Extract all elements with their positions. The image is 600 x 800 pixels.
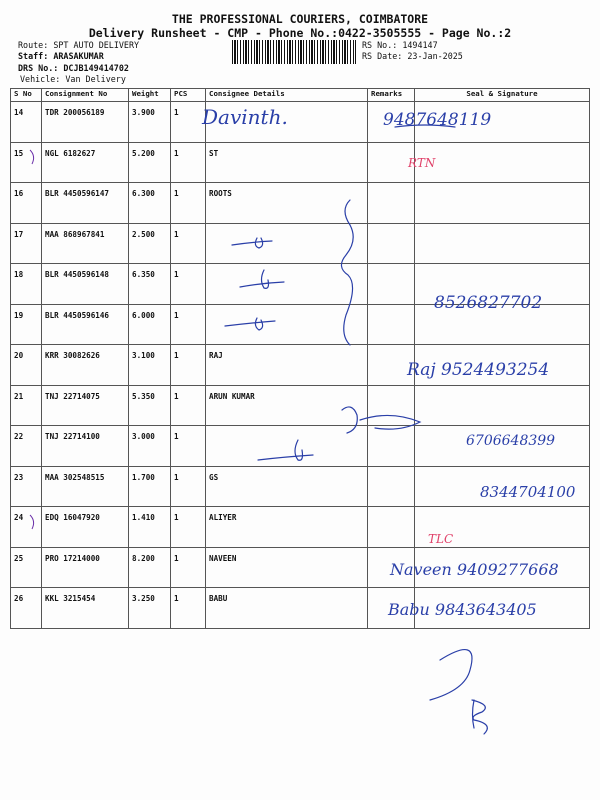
row-consignment-no: KRR 30082626: [42, 345, 129, 386]
handwritten-phone-23: 8344704100: [480, 483, 576, 501]
row-sno: 19: [11, 304, 42, 345]
row-consignee: ARUN KUMAR: [206, 385, 368, 426]
vehicle-value: Van Delivery: [65, 74, 126, 84]
row-consignment-no: EDQ 16047920: [42, 507, 129, 548]
row-consignee: GS: [206, 466, 368, 507]
row-consignee: [206, 223, 368, 264]
col-remarks: Remarks: [368, 89, 415, 102]
row-sno: 23: [11, 466, 42, 507]
row-pcs: 1: [171, 183, 206, 224]
runsheet-table: [10, 88, 590, 629]
route-value: SPT AUTO DELIVERY: [53, 40, 140, 50]
staff-line: Staff: ARASAKUMAR: [18, 51, 104, 61]
row-sno: 14: [11, 102, 42, 143]
row-consignee: [206, 264, 368, 305]
col-consignment: Consignment No: [42, 89, 129, 102]
row-consignment-no: PRO 17214000: [42, 547, 129, 588]
row-weight: 2.500: [129, 223, 171, 264]
row-consignment-no: TNJ 22714075: [42, 385, 129, 426]
row-sno: 25: [11, 547, 42, 588]
row-sno: 16: [11, 183, 42, 224]
table-row: [11, 223, 590, 264]
staff-value: ARASAKUMAR: [53, 51, 104, 61]
col-signature: Seal & Signature: [415, 89, 590, 102]
drs-line: DRS No.: DCJB149414702: [18, 63, 129, 73]
col-weight: Weight: [129, 89, 171, 102]
row-consignee: BABU: [206, 588, 368, 629]
row-weight: 1.410: [129, 507, 171, 548]
handwritten-phone-22: 6706648399: [466, 433, 556, 449]
row-sno: 22: [11, 426, 42, 467]
row-consignee: NAVEEN: [206, 547, 368, 588]
row-weight: 8.200: [129, 547, 171, 588]
rs-date-value: 23-Jan-2025: [407, 51, 463, 61]
row-consignee: ST: [206, 142, 368, 183]
row-pcs: 1: [171, 345, 206, 386]
row-sno: 26: [11, 588, 42, 629]
row-remarks: [368, 426, 415, 467]
row-sno: 17: [11, 223, 42, 264]
row-signature: [415, 183, 590, 224]
row-pcs: 1: [171, 142, 206, 183]
row-sno: 21: [11, 385, 42, 426]
handwritten-name-14: Davinth.: [202, 105, 288, 129]
row-weight: 3.250: [129, 588, 171, 629]
row-consignment-no: BLR 4450596147: [42, 183, 129, 224]
row-weight: 6.300: [129, 183, 171, 224]
handwritten-rtn: RTN: [408, 156, 436, 170]
handwritten-phone-20: Raj 9524493254: [407, 360, 550, 380]
table-row: [11, 385, 590, 426]
handwritten-tlc: TLC: [428, 532, 454, 546]
table-header-row: [11, 89, 590, 102]
row-remarks: [368, 304, 415, 345]
row-weight: 3.100: [129, 345, 171, 386]
row-signature: [415, 142, 590, 183]
col-pcs: PCS: [171, 89, 206, 102]
row-remarks: [368, 466, 415, 507]
rs-no-line: RS No.: 1494147: [362, 40, 438, 50]
table-row: [11, 102, 590, 143]
row-pcs: 1: [171, 385, 206, 426]
row-consignee: RAJ: [206, 345, 368, 386]
row-weight: 5.200: [129, 142, 171, 183]
row-weight: 3.000: [129, 426, 171, 467]
table-row: [11, 183, 590, 224]
row-sno: 15: [11, 142, 42, 183]
row-pcs: 1: [171, 223, 206, 264]
vehicle-line: Vehicle: Van Delivery: [20, 74, 126, 84]
row-signature: [415, 223, 590, 264]
row-signature: [415, 385, 590, 426]
row-weight: 1.700: [129, 466, 171, 507]
handwritten-phone-14: 9487648119: [383, 110, 492, 130]
barcode: [232, 40, 356, 64]
row-weight: 5.350: [129, 385, 171, 426]
row-sno: 18: [11, 264, 42, 305]
row-consignee: ROOTS: [206, 183, 368, 224]
row-pcs: 1: [171, 426, 206, 467]
row-remarks: [368, 264, 415, 305]
handwritten-phone-25: Naveen 9409277668: [390, 560, 559, 579]
row-consignment-no: TDR 200056189: [42, 102, 129, 143]
row-consignment-no: NGL 6182627: [42, 142, 129, 183]
col-consignee: Consignee Details: [206, 89, 368, 102]
row-sno: 24: [11, 507, 42, 548]
row-pcs: 1: [171, 264, 206, 305]
row-consignment-no: BLR 4450596146: [42, 304, 129, 345]
row-remarks: [368, 223, 415, 264]
row-pcs: 1: [171, 304, 206, 345]
rs-date-line: RS Date: 23-Jan-2025: [362, 51, 463, 61]
row-pcs: 1: [171, 588, 206, 629]
row-consignee: [206, 426, 368, 467]
row-pcs: 1: [171, 466, 206, 507]
runsheet-subtitle: Delivery Runsheet - CMP - Phone No.:0422-3505555 - Page No.:2: [88, 26, 512, 40]
row-remarks: [368, 507, 415, 548]
row-weight: 3.900: [129, 102, 171, 143]
drs-value: DCJB149414702: [63, 63, 129, 73]
row-consignee: [206, 304, 368, 345]
row-consignment-no: KKL 3215454: [42, 588, 129, 629]
route-line: Route: SPT AUTO DELIVERY: [18, 40, 140, 50]
row-weight: 6.000: [129, 304, 171, 345]
handwritten-phone-19: 8526827702: [434, 293, 543, 313]
company-title: THE PROFESSIONAL COURIERS, COIMBATORE: [171, 12, 429, 26]
row-consignment-no: TNJ 22714100: [42, 426, 129, 467]
row-consignment-no: MAA 302548515: [42, 466, 129, 507]
row-sno: 20: [11, 345, 42, 386]
row-consignment-no: MAA 868967841: [42, 223, 129, 264]
row-remarks: [368, 385, 415, 426]
row-pcs: 1: [171, 102, 206, 143]
table-row: [11, 142, 590, 183]
table-row: [11, 507, 590, 548]
row-pcs: 1: [171, 507, 206, 548]
handwritten-phone-26: Babu 9843643405: [388, 600, 537, 619]
row-weight: 6.350: [129, 264, 171, 305]
rs-no-value: 1494147: [402, 40, 438, 50]
row-remarks: [368, 183, 415, 224]
row-consignee: ALIYER: [206, 507, 368, 548]
row-pcs: 1: [171, 547, 206, 588]
row-consignment-no: BLR 4450596148: [42, 264, 129, 305]
col-sno: S No: [11, 89, 42, 102]
